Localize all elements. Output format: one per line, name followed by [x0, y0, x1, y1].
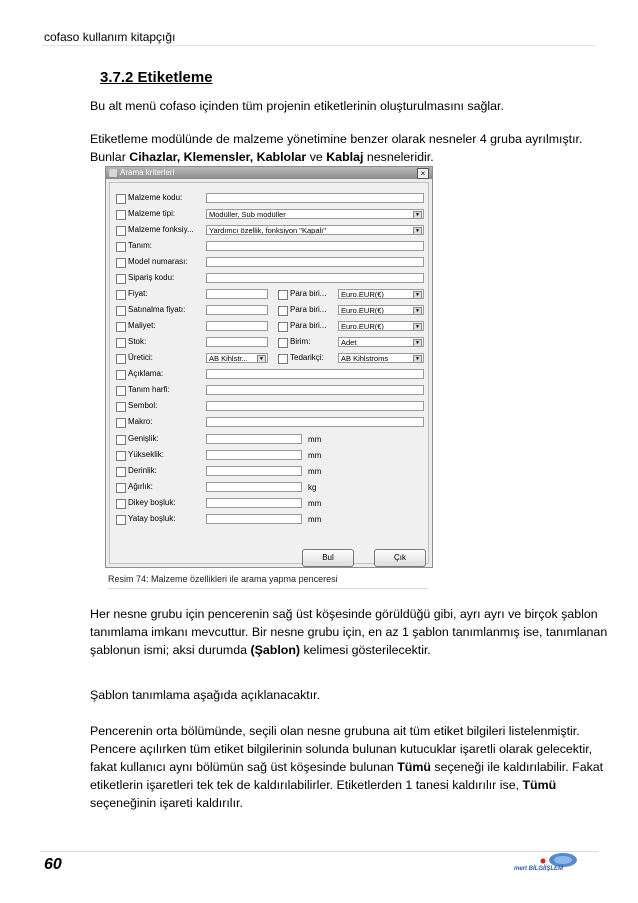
checkbox[interactable]	[116, 499, 126, 509]
logo-globe-icon	[508, 852, 598, 878]
dropdown-field[interactable]	[338, 321, 424, 331]
dropdown-field[interactable]	[338, 353, 424, 363]
dropdown-value: AB Kihlstroms	[341, 354, 389, 363]
checkbox[interactable]	[278, 354, 288, 364]
field-label: Malzeme kodu:	[128, 193, 183, 202]
unit-label: mm	[308, 451, 322, 460]
text-field[interactable]	[206, 241, 424, 251]
field-label: Maliyet:	[128, 321, 156, 330]
checkbox[interactable]	[116, 322, 126, 332]
text-field[interactable]	[206, 321, 268, 331]
intro-paragraph-1: Bu alt menü cofaso içinden tüm projenin etiketlerinin oluşturulmasını sağlar.	[90, 99, 504, 113]
checkbox[interactable]	[116, 402, 126, 412]
field-label: Model numarası:	[128, 257, 188, 266]
field-label: Birim:	[290, 337, 311, 346]
checkbox[interactable]	[116, 451, 126, 461]
dialog-title: Arama kriterleri	[120, 168, 175, 177]
chevron-down-icon: ▼	[413, 291, 422, 299]
logo-text: mert BİLGİİŞLEM	[514, 866, 564, 872]
body-paragraph-1: Her nesne grubu için pencerenin sağ üst köşesinde görüldüğü gibi, ayrı ayrı ve birçok şablon tanımlama imkanı mevcuttur. Bir nesne grubu için, en az 1 şablon tanımlanmış ise, tanımlanan şablonun ismi; aksi durumda (Şablon) kelimesi gösterilecektir.	[90, 607, 608, 657]
field-label: Dikey boşluk:	[128, 498, 176, 507]
text-field[interactable]	[206, 434, 302, 444]
checkbox[interactable]	[116, 274, 126, 284]
field-label: Malzeme tipi:	[128, 209, 176, 218]
field-label: Tanım harfi:	[128, 385, 170, 394]
text-field[interactable]	[206, 369, 424, 379]
dropdown-field[interactable]	[338, 289, 424, 299]
checkbox[interactable]	[116, 435, 126, 445]
checkbox[interactable]	[116, 483, 126, 493]
text-field[interactable]	[206, 450, 302, 460]
caption-divider	[108, 588, 428, 589]
checkbox[interactable]	[116, 515, 126, 525]
company-logo	[508, 852, 598, 878]
checkbox[interactable]	[278, 322, 288, 332]
chevron-down-icon: ▼	[413, 307, 422, 315]
close-icon[interactable]: ×	[417, 168, 429, 179]
find-button[interactable]: Bul	[302, 549, 354, 567]
text-field[interactable]	[206, 257, 424, 267]
checkbox[interactable]	[116, 386, 126, 396]
unit-label: kg	[308, 483, 317, 492]
checkbox[interactable]	[116, 226, 126, 236]
unit-label: mm	[308, 499, 322, 508]
field-label: Açıklama:	[128, 369, 164, 378]
chevron-down-icon: ▼	[413, 355, 422, 363]
field-label: Malzeme fonksiy...	[128, 225, 194, 234]
field-label: Yükseklik:	[128, 450, 165, 459]
field-label: Sembol:	[128, 401, 158, 410]
dropdown-value: Yardımcı özellik, fonksiyon "Kapalı"	[209, 226, 326, 235]
text-field[interactable]	[206, 305, 268, 315]
checkbox[interactable]	[116, 306, 126, 316]
header-divider	[42, 45, 596, 46]
unit-label: mm	[308, 435, 322, 444]
field-label: Satınalma fiyatı:	[128, 305, 186, 314]
checkbox[interactable]	[278, 306, 288, 316]
window-icon	[109, 169, 117, 177]
field-label: Tedarikçi:	[290, 353, 324, 362]
field-label: Sipariş kodu:	[128, 273, 175, 282]
chevron-down-icon: ▼	[413, 211, 422, 219]
checkbox[interactable]	[116, 290, 126, 300]
dropdown-field[interactable]	[338, 305, 424, 315]
checkbox[interactable]	[116, 258, 126, 268]
checkbox[interactable]	[116, 338, 126, 348]
section-heading: 3.7.2 Etiketleme	[100, 69, 213, 86]
text-field[interactable]	[206, 289, 268, 299]
dropdown-value: Euro.EUR(€)	[341, 290, 384, 299]
dropdown-value: Euro.EUR(€)	[341, 306, 384, 315]
dropdown-field[interactable]	[206, 353, 268, 363]
field-label: Makro:	[128, 417, 153, 426]
search-criteria-dialog	[105, 166, 433, 568]
dropdown-field[interactable]	[206, 225, 424, 235]
text-field[interactable]	[206, 482, 302, 492]
dropdown-value: AB Kihlstr...	[209, 354, 248, 363]
field-label: Yatay boşluk:	[128, 514, 176, 523]
running-header: cofaso kullanım kitapçığı	[44, 30, 176, 44]
body-paragraph-2: Şablon tanımlama aşağıda açıklanacaktır.	[90, 688, 321, 702]
body-paragraph-3: Pencerenin orta bölümünde, seçili olan nesne grubuna ait tüm etiket bilgileri listelenmiştir. Pencere açılırken tüm etiket bilgilerinin solunda bulunan kutucuklar işaretli olarak gelecektir, fakat kullanıcı aynı bölümün sağ üst köşesinde bulunan Tümü seçeneği ile kaldırılabilir. Fakat etiketlerin işaretleri tek tek de kaldırılabilirler. Etiketlerden 1 tanesi kaldırılır ise, Tümü seçeneğinin işareti kaldırılır.	[90, 724, 604, 810]
dropdown-field[interactable]	[338, 337, 424, 347]
checkbox[interactable]	[116, 210, 126, 220]
intro-paragraph-2: Etiketleme modülünde de malzeme yönetimine benzer olarak nesneler 4 gruba ayrılmıştır. Bunlar Cihazlar, Klemensler, Kablolar ve Kablaj nesneleridir.	[90, 132, 583, 164]
text-field[interactable]	[206, 514, 302, 524]
chevron-down-icon: ▼	[413, 227, 422, 235]
checkbox[interactable]	[278, 290, 288, 300]
chevron-down-icon: ▼	[413, 323, 422, 331]
field-label: Ağırlık:	[128, 482, 153, 491]
chevron-down-icon: ▼	[413, 339, 422, 347]
field-label: Üretici:	[128, 353, 153, 362]
text-field[interactable]	[206, 417, 424, 427]
exit-button[interactable]: Çık	[374, 549, 426, 567]
text-field[interactable]	[206, 337, 268, 347]
chevron-down-icon: ▼	[257, 355, 266, 363]
unit-label: mm	[308, 467, 322, 476]
field-label: Fiyat:	[128, 289, 148, 298]
field-label: Derinlik:	[128, 466, 157, 475]
dropdown-value: Modüller, Sub modüller	[209, 210, 286, 219]
checkbox[interactable]	[116, 194, 126, 204]
checkbox[interactable]	[116, 370, 126, 380]
text-field[interactable]	[206, 193, 424, 203]
field-label: Genişlik:	[128, 434, 159, 443]
dialog-title-bar	[106, 167, 432, 179]
figure-caption: Resim 74: Malzeme özellikleri ile arama yapma penceresi	[108, 574, 338, 584]
unit-label: mm	[308, 515, 322, 524]
field-label: Para biri...	[290, 305, 327, 314]
text-field[interactable]	[206, 273, 424, 283]
field-label: Stok:	[128, 337, 147, 346]
checkbox[interactable]	[116, 418, 126, 428]
dropdown-field[interactable]	[206, 209, 424, 219]
field-label: Para biri...	[290, 321, 327, 330]
dropdown-value: Euro.EUR(€)	[341, 322, 384, 331]
dropdown-value: Adet	[341, 338, 357, 347]
text-field[interactable]	[206, 385, 424, 395]
checkbox[interactable]	[116, 242, 126, 252]
field-label: Tanım:	[128, 241, 153, 250]
text-field[interactable]	[206, 401, 424, 411]
text-field[interactable]	[206, 498, 302, 508]
field-label: Para biri...	[290, 289, 327, 298]
checkbox[interactable]	[116, 467, 126, 477]
page-number: 60	[44, 856, 62, 873]
checkbox[interactable]	[116, 354, 126, 364]
dialog-body	[109, 182, 429, 564]
checkbox[interactable]	[278, 338, 288, 348]
text-field[interactable]	[206, 466, 302, 476]
